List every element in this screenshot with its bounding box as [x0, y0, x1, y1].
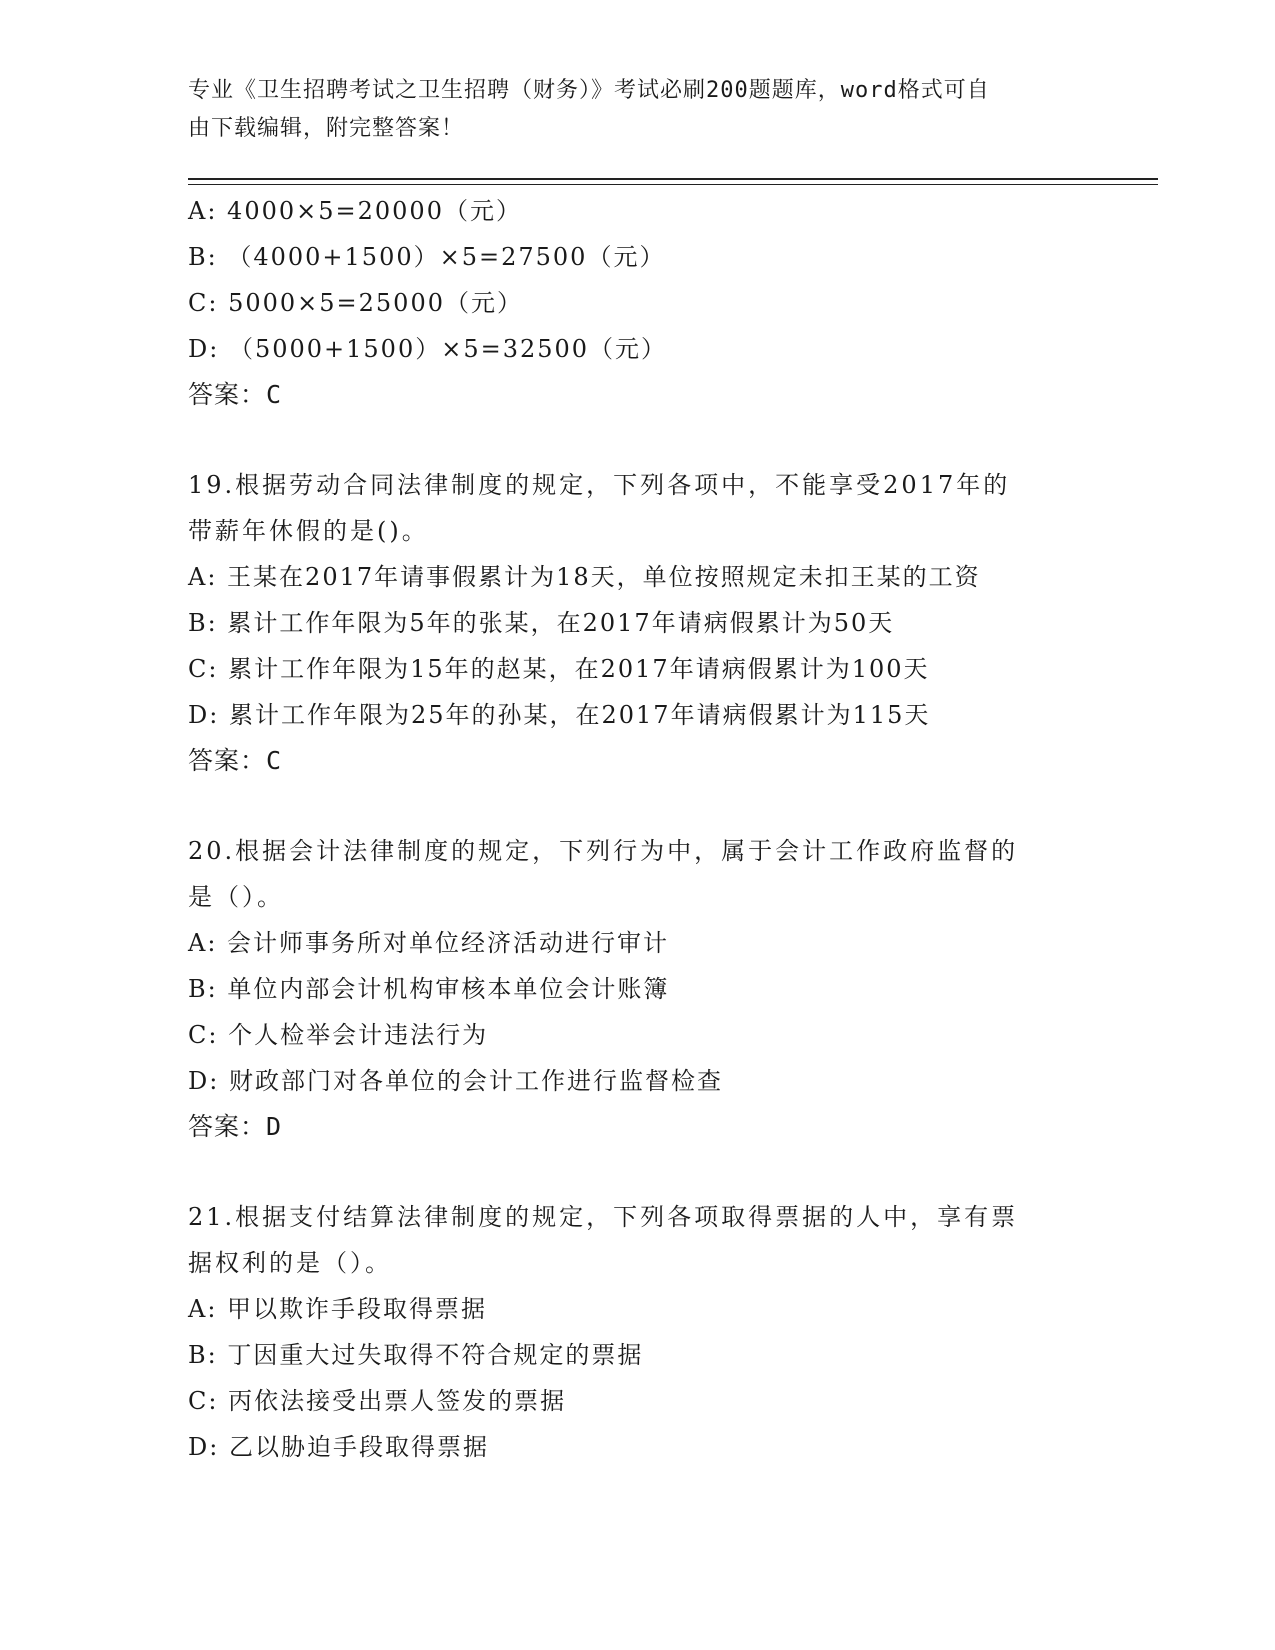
option-a: A: 4000×5=20000（元） [188, 197, 522, 225]
question-block-prev [188, 188, 1088, 418]
answer: 答案：C [188, 746, 283, 775]
question-stem-continued: 带薪年休假的是()。 [188, 517, 429, 545]
option-b: B: 单位内部会计机构审核本单位会计账簿 [188, 975, 670, 1003]
option-a: A: 会计师事务所对单位经济活动进行审计 [188, 929, 670, 957]
spacer [188, 784, 1088, 828]
question-stem-continued: 据权利的是（）。 [188, 1249, 392, 1277]
question-block-21 [188, 1194, 1088, 1470]
option-d: D: （5000+1500）×5=32500（元） [188, 335, 668, 363]
header-divider-thin [188, 184, 1158, 185]
option-c: C: 累计工作年限为15年的赵某，在2017年请病假累计为100天 [188, 655, 930, 683]
question-stem: 19.根据劳动合同法律制度的规定，下列各项中，不能享受2017年的 [188, 471, 1011, 499]
option-a: A: 王某在2017年请事假累计为18天，单位按照规定未扣王某的工资 [188, 563, 981, 591]
option-b: B: 累计工作年限为5年的张某，在2017年请病假累计为50天 [188, 609, 895, 637]
option-c: C: 个人检举会计违法行为 [188, 1021, 489, 1049]
option-d: D: 乙以胁迫手段取得票据 [188, 1433, 489, 1461]
document-header [188, 72, 1088, 148]
header-line-1: 专业《卫生招聘考试之卫生招聘（财务）》考试必刷200题题库，word格式可自 [188, 78, 990, 103]
question-stem-continued: 是（）。 [188, 883, 284, 911]
option-b: B: 丁因重大过失取得不符合规定的票据 [188, 1341, 644, 1369]
option-d: D: 财政部门对各单位的会计工作进行监督检查 [188, 1067, 723, 1095]
question-stem: 21.根据支付结算法律制度的规定，下列各项取得票据的人中，享有票 [188, 1203, 1019, 1231]
question-block-19 [188, 462, 1088, 784]
option-c: C: 丙依法接受出票人签发的票据 [188, 1387, 567, 1415]
question-block-20 [188, 828, 1088, 1150]
option-b: B: （4000+1500）×5=27500（元） [188, 243, 666, 271]
spacer [188, 1150, 1088, 1194]
spacer [188, 418, 1088, 462]
option-c: C: 5000×5=25000（元） [188, 289, 523, 317]
question-stem: 20.根据会计法律制度的规定，下列行为中，属于会计工作政府监督的 [188, 837, 1019, 865]
question-content [188, 188, 1088, 1470]
answer: 答案：D [188, 1112, 283, 1141]
header-divider-thick [188, 178, 1158, 180]
option-a: A: 甲以欺诈手段取得票据 [188, 1295, 488, 1323]
option-d: D: 累计工作年限为25年的孙某，在2017年请病假累计为115天 [188, 701, 931, 729]
header-line-2: 由下载编辑，附完整答案！ [188, 116, 465, 141]
answer: 答案：C [188, 380, 283, 409]
